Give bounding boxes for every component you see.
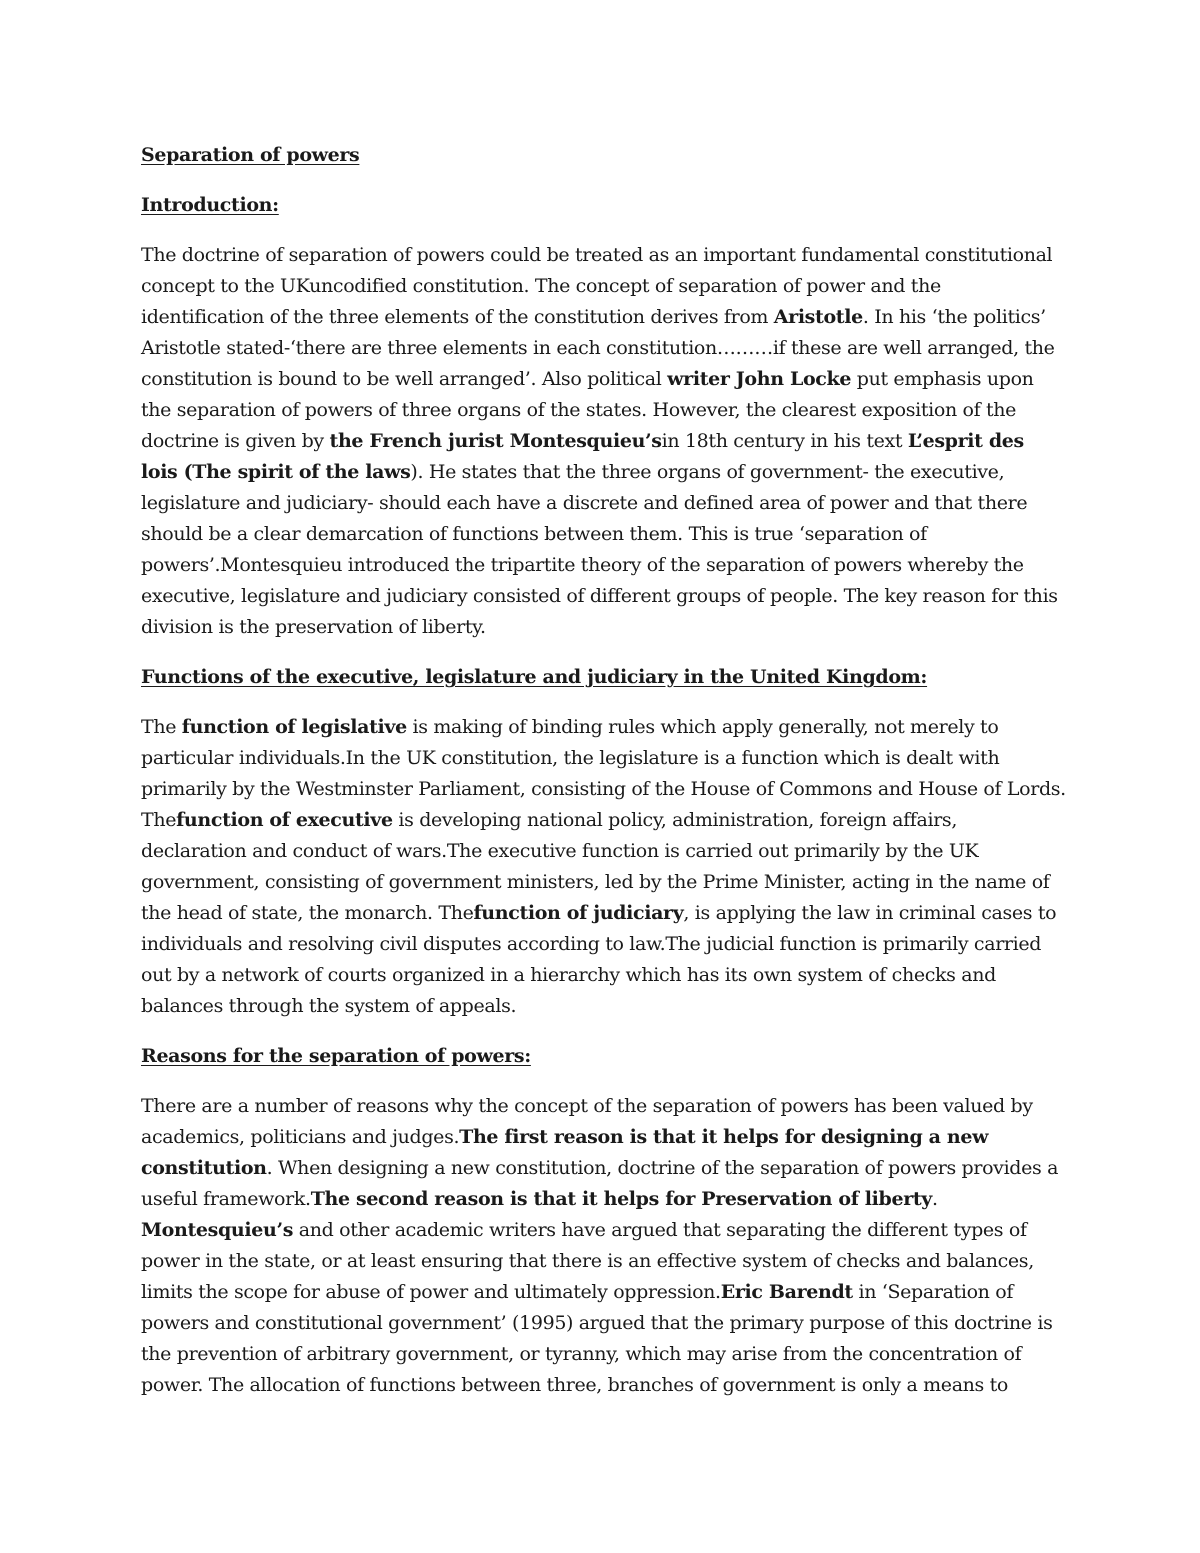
text-run: in ‘Separation of powers and constitutional government’ (1995) argued that the primary purpose of this doctrine is the prevention of arbitrary government, or tyranny, which may arise from the concentration of power. The allocation of functions between three, branches of government is only a means to: [141, 1281, 1053, 1396]
text-run: and other academic writers have argued that separating the different types of power in the state, or at least ensuring that there is an effective system of checks and balances, limits the scope for abuse of power and ultimately oppression.: [141, 1219, 1034, 1303]
section-functions: [141, 662, 1066, 1022]
text-run: . In his ‘the politics’ Aristotle stated-‘there are three elements in each constitution………if these are well arranged, the constitution is bound to be well arranged’. Also political: [141, 306, 1055, 390]
text-run: ). He states that the three organs of government- the executive, legislature and judiciary- should each have a discrete and defined area of power and that there should be a clear demarcation of functions between them. This is true ‘separation of powers’.Montesquieu introduced the tripartite theory of the separation of powers whereby the executive, legislature and judiciary consisted of different groups of people. The key reason for this division is the preservation of liberty.: [141, 461, 1058, 638]
bold-text-run: function of executive: [176, 809, 393, 831]
text-run: , is applying the law in criminal cases to individuals and resolving civil disputes according to law.The judicial function is primarily carried out by a network of courts organized in a hierarchy which has its own system of checks and balances through the system of appeals.: [141, 902, 1057, 1017]
text-run: There are a number of reasons why the concept of the separation of powers has been valued by academics, politicians and judges.: [141, 1095, 1033, 1148]
bold-text-run: Aristotle: [773, 306, 863, 328]
section-paragraph: [141, 712, 1066, 1022]
bold-text-run: the French jurist Montesquieu’s: [329, 430, 662, 452]
text-run: put emphasis upon the separation of powers of three organs of the states. However, the clearest exposition of the doctrine is given by: [141, 368, 1034, 452]
text-run: .: [931, 1188, 938, 1210]
text-run: is developing national policy, administration, foreign affairs, declaration and conduct of wars.The executive function is carried out primarily by the UK government, consisting of government ministers, led by the Prime Minister, acting in the name of the head of state, the monarch. The: [141, 809, 1050, 924]
bold-text-run: function of judiciary: [473, 902, 684, 924]
text-run: . When designing a new constitution, doctrine of the separation of powers provides a useful framework.: [141, 1157, 1059, 1210]
bold-text-run: writer John Locke: [667, 368, 852, 390]
bold-text-run: The second reason is that it helps for Preservation of liberty: [310, 1188, 932, 1210]
bold-text-run: function of legislative: [181, 716, 407, 738]
section-heading: Reasons for the separation of powers:: [141, 1045, 531, 1067]
bold-text-run: Eric Barendt: [720, 1281, 853, 1303]
section-heading: Functions of the executive, legislature and judiciary in the United Kingdom:: [141, 666, 928, 688]
document-page: [141, 140, 1066, 1420]
text-run: in 18th century in his text: [661, 430, 908, 452]
bold-text-run: The first reason is that it helps for designing a new constitution: [141, 1126, 989, 1179]
section-heading: Introduction:: [141, 194, 279, 216]
text-run: is making of binding rules which apply generally, not merely to particular individuals.In the UK constitution, the legislature is a function which is dealt with primarily by the Westminster Parliament, consisting of the House of Commons and House of Lords. The: [141, 716, 1066, 831]
section-paragraph: [141, 1091, 1066, 1401]
text-run: The doctrine of separation of powers could be treated as an important fundamental constitutional concept to the UKuncodified constitution. The concept of separation of power and the identification of the three elements of the constitution derives from: [141, 244, 1053, 328]
bold-text-run: Montesquieu’s: [141, 1219, 294, 1241]
text-run: The: [141, 716, 182, 738]
bold-text-run: L’esprit des lois (The spirit of the laws: [141, 430, 1024, 483]
section-paragraph: [141, 240, 1066, 643]
section-reasons: [141, 1041, 1066, 1401]
section-introduction: [141, 190, 1066, 643]
document-title: Separation of powers: [141, 144, 360, 166]
